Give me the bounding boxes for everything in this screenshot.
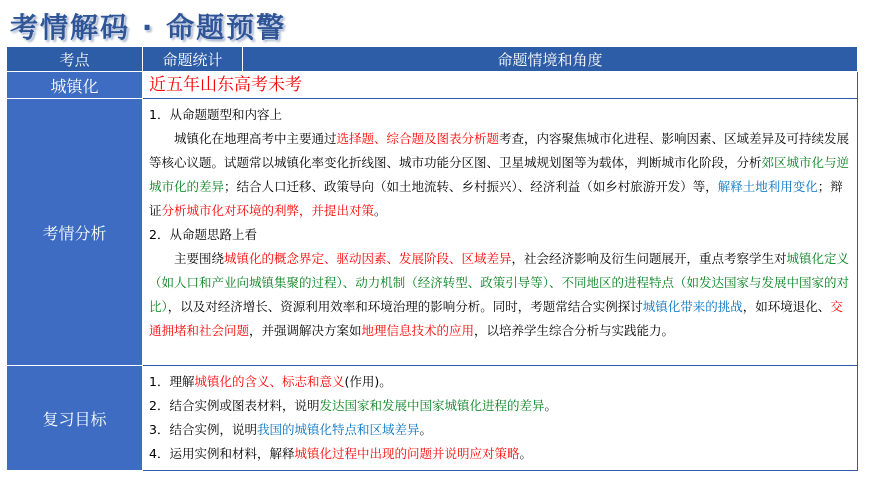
body-text: ；结合人口迁移、政策导向（如土地流转、乡村振兴）、经济利益（如乡村旅游开发）等，: [224, 179, 718, 194]
body-text: ，如环境退化、: [742, 299, 831, 314]
goal-item: [149, 442, 853, 466]
highlighted-text: 郊区城市化与逆城市化的差异: [149, 155, 850, 194]
goals-content: [143, 366, 858, 471]
body-text: 2．结合实例或图表材料，说明: [149, 398, 320, 413]
header-context: 命题情境和角度: [243, 47, 858, 72]
body-text: 考查，内容聚焦城市化进程、影响因素、区域差异及可持续发展等核心议题。试题常以城镇化率变化折线图、城市功能分区图、卫星城规划图等为载体，判断城市化阶段，分析: [149, 131, 850, 170]
body-text: 。: [519, 446, 532, 461]
table-row-goals: [7, 366, 858, 471]
body-text: ，社会经济影响及衍生问题展开，重点考察学生对: [511, 251, 787, 266]
header-topic: 考点: [7, 47, 143, 72]
body-text: 4．运用实例和材料，解释: [149, 446, 295, 461]
highlighted-text: 城镇化过程中出现的问题并说明应对策略: [294, 446, 520, 461]
body-text: 主要围绕: [174, 251, 225, 266]
highlighted-text: 交通拥堵和社会问题: [149, 299, 843, 338]
body-text: (作用)。: [344, 374, 392, 389]
analysis-section1-heading: 1．从命题题型和内容上: [149, 107, 282, 122]
body-text: ，并强调解决方案如: [249, 323, 362, 338]
body-text: ；辩证: [149, 179, 843, 218]
goal-item: [149, 370, 853, 394]
body-text: 3．结合实例，说明: [149, 422, 257, 437]
goal-item: [149, 418, 853, 442]
goals-label: 复习目标: [7, 366, 143, 471]
highlighted-text: 发达国家和发展中国家城镇化进程的差异: [319, 398, 545, 413]
topic-label: 城镇化: [7, 72, 143, 99]
table-row-topic: [7, 72, 858, 99]
analysis-section2-text: [149, 247, 853, 343]
highlighted-text: 选择题、综合题及图表分析题: [336, 131, 500, 146]
highlighted-text: 地理信息技术的应用: [361, 323, 475, 338]
table-row-analysis: [7, 99, 858, 366]
header-statistics: 命题统计: [143, 47, 243, 72]
body-text: 城镇化在地理高考中主要通过: [174, 131, 337, 146]
analysis-label: 考情分析: [7, 99, 143, 366]
highlighted-text: 城镇化定义（如人口和产业向城镇集聚的过程）、动力机制（经济转型、政策引导等）、不同地区的进程特点（如发达国家与发展中国家的对比）: [149, 251, 850, 314]
exam-analysis-table: [6, 46, 858, 471]
highlighted-text: 城镇化带来的挑战: [642, 299, 743, 314]
body-text: 1．理解: [149, 374, 195, 389]
body-text: 。: [419, 422, 432, 437]
body-text: ，以培养学生综合分析与实践能力。: [474, 323, 675, 338]
body-text: 。: [544, 398, 557, 413]
highlighted-text: 解释土地利用变化: [717, 179, 818, 194]
page-title: 考情解码 · 命题预警: [10, 11, 287, 44]
analysis-section2-heading: 2．从命题思路上看: [149, 227, 257, 242]
analysis-section1-text: [149, 127, 853, 223]
topic-status: 近五年山东高考未考: [143, 72, 858, 99]
body-text: ，以及对经济增长、资源利用效率和环境治理的影响分析。同时，考题常结合实例探讨: [167, 299, 643, 314]
goal-item: [149, 394, 853, 418]
highlighted-text: 城镇化的含义、标志和意义: [194, 374, 345, 389]
highlighted-text: 分析城市化对环境的利弊，并提出对策: [161, 203, 375, 218]
highlighted-text: 我国的城镇化特点和区域差异: [256, 422, 420, 437]
highlighted-text: 城镇化的概念界定、驱动因素、发展阶段、区域差异: [224, 251, 512, 266]
analysis-content: [143, 99, 858, 366]
body-text: 。: [374, 203, 387, 218]
table-header-row: [7, 47, 858, 72]
